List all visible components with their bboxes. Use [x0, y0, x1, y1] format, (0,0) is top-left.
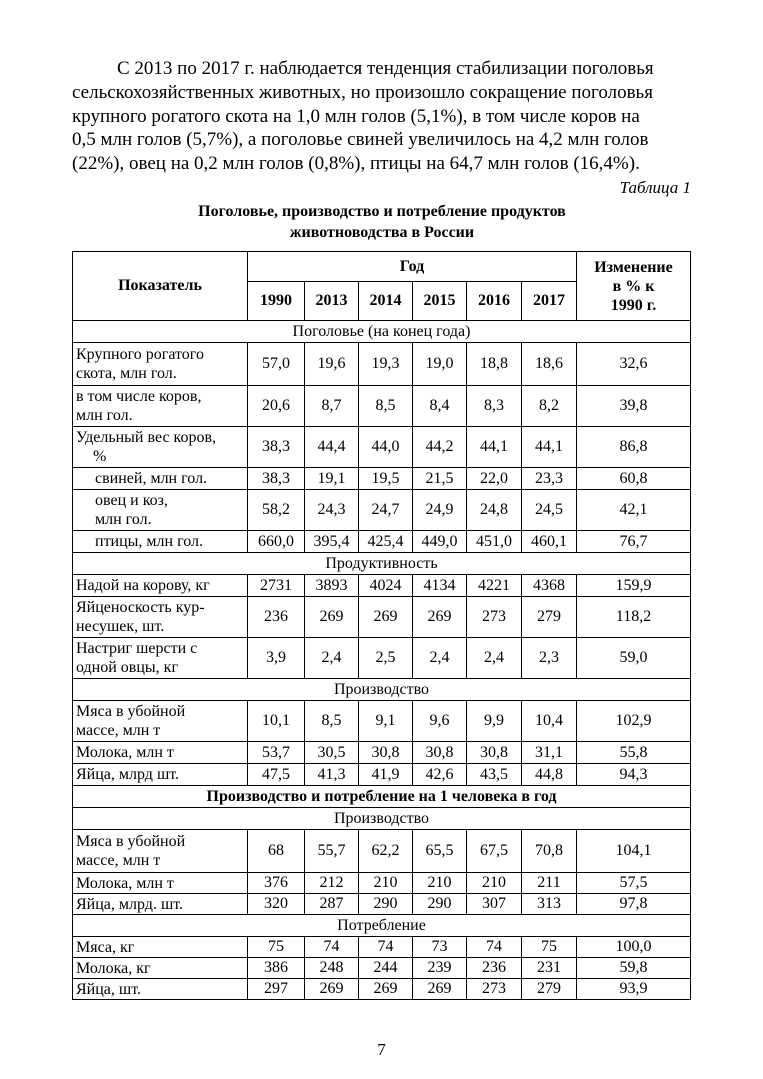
value-cell: 19,3: [359, 343, 413, 386]
value-cell: 47,5: [248, 764, 305, 786]
row-label-line: Молока, млн т: [76, 744, 174, 761]
value-cell: 23,3: [522, 468, 577, 490]
value-cell: 65,5: [413, 830, 467, 873]
value-cell: 24,9: [413, 490, 467, 531]
section-row: [73, 553, 691, 575]
value-cell: 55,7: [305, 830, 359, 873]
row-label-line: Крупного рогатого: [76, 346, 204, 363]
value-cell: 18,6: [522, 343, 577, 386]
value-cell: 279: [522, 979, 577, 1000]
paragraph-line: С 2013 по 2017 г. наблюдается тенденция стабилизации поголовья: [117, 58, 654, 79]
section-title: Потребление: [73, 915, 691, 937]
row-label-line: массе, млн т: [76, 852, 161, 869]
paragraph-line: крупного рогатого скота на 1,0 млн голов (5,1%), в том числе коров на: [72, 105, 640, 127]
row-label-line: скота, млн гол.: [76, 365, 177, 382]
value-cell: 248: [305, 958, 359, 979]
value-cell: 53,7: [248, 742, 305, 764]
row-label: [73, 427, 248, 468]
value-cell: 74: [359, 937, 413, 958]
change-cell: 86,8: [577, 427, 691, 468]
value-cell: 4134: [413, 575, 467, 597]
value-cell: 31,1: [522, 742, 577, 764]
value-cell: 269: [359, 597, 413, 638]
value-cell: 236: [467, 958, 522, 979]
value-cell: 4221: [467, 575, 522, 597]
row-label-line: одной овцы, кг: [76, 659, 179, 676]
value-cell: 62,2: [359, 830, 413, 873]
row-label-line: свиней, млн гол.: [95, 470, 208, 487]
value-cell: 2,4: [413, 638, 467, 679]
table-number: Таблица 1: [619, 178, 691, 197]
change-cell: 59,0: [577, 638, 691, 679]
value-cell: 449,0: [413, 531, 467, 553]
row-label: [73, 386, 248, 427]
paragraph-line: сельскохозяйственных животных, но произошло сокращение поголовья: [72, 81, 653, 103]
value-cell: 24,3: [305, 490, 359, 531]
row-label-line: млн гол.: [95, 511, 152, 528]
value-cell: 20,6: [248, 386, 305, 427]
value-cell: 210: [359, 873, 413, 894]
row-label-line: овец и коз,: [95, 492, 168, 509]
value-cell: 30,8: [359, 742, 413, 764]
value-cell: 4368: [522, 575, 577, 597]
row-label-line: птицы, млн гол.: [95, 533, 204, 550]
value-cell: 660,0: [248, 531, 305, 553]
value-cell: 273: [467, 597, 522, 638]
value-cell: 2,3: [522, 638, 577, 679]
row-label-line: Мяса, кг: [76, 938, 135, 956]
header-year-cell: 2015: [413, 282, 467, 321]
row-label: [73, 873, 248, 894]
row-label: [73, 937, 248, 958]
value-cell: 451,0: [467, 531, 522, 553]
table-row: [73, 830, 691, 873]
value-cell: 460,1: [522, 531, 577, 553]
table-row: [73, 894, 691, 915]
paragraph-line: (22%), овец на 0,2 млн голов (0,8%), птицы на 64,7 млн голов (16,4%).: [72, 153, 640, 175]
change-cell: 94,3: [577, 764, 691, 786]
value-cell: 269: [359, 979, 413, 1000]
row-label-line: Молока, кг: [76, 959, 151, 977]
row-label-line: Надой на корову, кг: [76, 577, 210, 594]
value-cell: 43,5: [467, 764, 522, 786]
header-change-line: в % к: [612, 277, 655, 295]
value-cell: 269: [305, 597, 359, 638]
row-label-line: массе, млн т: [76, 722, 161, 739]
change-cell: 100,0: [577, 937, 691, 958]
value-cell: 287: [305, 894, 359, 915]
value-cell: 211: [522, 873, 577, 894]
value-cell: 376: [248, 873, 305, 894]
value-cell: 19,1: [305, 468, 359, 490]
header-year-cell: 2013: [305, 282, 359, 321]
change-cell: 104,1: [577, 830, 691, 873]
row-label: [73, 764, 248, 786]
value-cell: 3,9: [248, 638, 305, 679]
table-row: [73, 764, 691, 786]
value-cell: 58,2: [248, 490, 305, 531]
table-row: [73, 873, 691, 894]
value-cell: 67,5: [467, 830, 522, 873]
row-label-line: Яйценоскость кур-: [76, 599, 205, 616]
change-cell: 57,5: [577, 873, 691, 894]
value-cell: 8,7: [305, 386, 359, 427]
header-change: [577, 252, 691, 321]
section-row: [73, 679, 691, 701]
section-title: Продуктивность: [73, 553, 691, 575]
value-cell: 269: [413, 979, 467, 1000]
row-label-line: Настриг шерсти с: [76, 640, 198, 657]
value-cell: 44,1: [467, 427, 522, 468]
table-row: [73, 597, 691, 638]
value-cell: 8,5: [359, 386, 413, 427]
value-cell: 44,4: [305, 427, 359, 468]
row-label-line: Удельный вес коров,: [76, 429, 217, 446]
value-cell: 10,4: [522, 701, 577, 742]
row-label: [73, 830, 248, 873]
change-cell: 118,2: [577, 597, 691, 638]
value-cell: 290: [413, 894, 467, 915]
value-cell: 42,6: [413, 764, 467, 786]
value-cell: 2,4: [305, 638, 359, 679]
value-cell: 41,9: [359, 764, 413, 786]
value-cell: 9,6: [413, 701, 467, 742]
value-cell: 231: [522, 958, 577, 979]
header-indicator: Показатель: [73, 252, 248, 321]
value-cell: 68: [248, 830, 305, 873]
value-cell: 9,1: [359, 701, 413, 742]
value-cell: 212: [305, 873, 359, 894]
row-label-line: Молока, млн т: [76, 874, 174, 892]
value-cell: 57,0: [248, 343, 305, 386]
value-cell: 2,4: [467, 638, 522, 679]
row-label: [73, 701, 248, 742]
row-label-line: Яйца, млрд шт.: [76, 766, 180, 783]
section-title: Производство и потребление на 1 человека в год: [73, 786, 691, 808]
row-label: [73, 742, 248, 764]
table-row: [73, 468, 691, 490]
header-year-cell: 2014: [359, 282, 413, 321]
header-year: Год: [248, 252, 577, 282]
intro-paragraph: [72, 57, 692, 176]
value-cell: 313: [522, 894, 577, 915]
header-change-line: 1990 г.: [610, 296, 657, 314]
value-cell: 273: [467, 979, 522, 1000]
value-cell: 74: [467, 937, 522, 958]
table-row: [73, 979, 691, 1000]
value-cell: 75: [522, 937, 577, 958]
value-cell: 24,5: [522, 490, 577, 531]
value-cell: 290: [359, 894, 413, 915]
table-row: [73, 575, 691, 597]
section-row: [73, 808, 691, 830]
value-cell: 44,1: [522, 427, 577, 468]
value-cell: 19,5: [359, 468, 413, 490]
row-label: [73, 343, 248, 386]
table-row: [73, 638, 691, 679]
value-cell: 41,3: [305, 764, 359, 786]
row-label-line: Мяса в убойной: [76, 833, 186, 850]
header-year-cell: 2017: [522, 282, 577, 321]
value-cell: 30,8: [413, 742, 467, 764]
header-change-line: Изменение: [594, 258, 673, 276]
value-cell: 297: [248, 979, 305, 1000]
row-label: [73, 468, 248, 490]
value-cell: 395,4: [305, 531, 359, 553]
livestock-table: [72, 251, 691, 1000]
value-cell: 9,9: [467, 701, 522, 742]
table-row: [73, 937, 691, 958]
table-row: [73, 490, 691, 531]
page-number: 7: [377, 1040, 386, 1059]
value-cell: 75: [248, 937, 305, 958]
value-cell: 19,6: [305, 343, 359, 386]
value-cell: 244: [359, 958, 413, 979]
value-cell: 210: [413, 873, 467, 894]
value-cell: 30,5: [305, 742, 359, 764]
change-cell: 102,9: [577, 701, 691, 742]
change-cell: 55,8: [577, 742, 691, 764]
value-cell: 4024: [359, 575, 413, 597]
value-cell: 239: [413, 958, 467, 979]
value-cell: 210: [467, 873, 522, 894]
row-label: [73, 575, 248, 597]
header-year-cell: 1990: [248, 282, 305, 321]
value-cell: 279: [522, 597, 577, 638]
row-label-line: Мяса в убойной: [76, 703, 186, 720]
row-label: [73, 638, 248, 679]
value-cell: 320: [248, 894, 305, 915]
table-row: [73, 742, 691, 764]
row-label-line: несушек, шт.: [76, 618, 165, 635]
value-cell: 269: [413, 597, 467, 638]
row-label-line: %: [93, 448, 107, 465]
row-label: [73, 490, 248, 531]
table-row: [73, 427, 691, 468]
table-row: [73, 958, 691, 979]
row-label-line: Яйца, шт.: [76, 980, 142, 998]
table-row: [73, 386, 691, 427]
value-cell: 18,8: [467, 343, 522, 386]
change-cell: 76,7: [577, 531, 691, 553]
section-title: Поголовье (на конец года): [73, 321, 691, 343]
value-cell: 2731: [248, 575, 305, 597]
value-cell: 10,1: [248, 701, 305, 742]
value-cell: 73: [413, 937, 467, 958]
change-cell: 32,6: [577, 343, 691, 386]
change-cell: 159,9: [577, 575, 691, 597]
row-label: [73, 979, 248, 1000]
change-cell: 97,8: [577, 894, 691, 915]
value-cell: 8,4: [413, 386, 467, 427]
value-cell: 8,3: [467, 386, 522, 427]
row-label: [73, 531, 248, 553]
value-cell: 236: [248, 597, 305, 638]
value-cell: 386: [248, 958, 305, 979]
value-cell: 3893: [305, 575, 359, 597]
table-row: [73, 343, 691, 386]
section-row: [73, 786, 691, 808]
row-label: [73, 597, 248, 638]
value-cell: 19,0: [413, 343, 467, 386]
value-cell: 24,7: [359, 490, 413, 531]
table-title: [72, 201, 692, 243]
section-title: Производство: [73, 808, 691, 830]
value-cell: 8,2: [522, 386, 577, 427]
value-cell: 74: [305, 937, 359, 958]
value-cell: 425,4: [359, 531, 413, 553]
value-cell: 38,3: [248, 468, 305, 490]
change-cell: 59,8: [577, 958, 691, 979]
value-cell: 38,3: [248, 427, 305, 468]
section-row: [73, 321, 691, 343]
value-cell: 24,8: [467, 490, 522, 531]
value-cell: 21,5: [413, 468, 467, 490]
value-cell: 44,0: [359, 427, 413, 468]
section-row: [73, 915, 691, 937]
change-cell: 93,9: [577, 979, 691, 1000]
table-row: [73, 701, 691, 742]
row-label-line: в том числе коров,: [76, 388, 202, 405]
paragraph-line: 0,5 млн голов (5,7%), а поголовье свиней увеличилось на 4,2 млн голов: [72, 129, 649, 151]
change-cell: 39,8: [577, 386, 691, 427]
value-cell: 2,5: [359, 638, 413, 679]
row-label-line: млн гол.: [76, 407, 133, 424]
table-title-line: животноводства в России: [289, 224, 475, 241]
header-year-cell: 2016: [467, 282, 522, 321]
row-label: [73, 894, 248, 915]
value-cell: 30,8: [467, 742, 522, 764]
section-title: Производство: [73, 679, 691, 701]
change-cell: 60,8: [577, 468, 691, 490]
row-label: [73, 958, 248, 979]
table-title-line: Поголовье, производство и потребление продуктов: [198, 203, 566, 220]
value-cell: 44,2: [413, 427, 467, 468]
row-label-line: Яйца, млрд. шт.: [76, 895, 184, 913]
change-cell: 42,1: [577, 490, 691, 531]
value-cell: 269: [305, 979, 359, 1000]
value-cell: 307: [467, 894, 522, 915]
value-cell: 70,8: [522, 830, 577, 873]
value-cell: 22,0: [467, 468, 522, 490]
value-cell: 44,8: [522, 764, 577, 786]
value-cell: 8,5: [305, 701, 359, 742]
table-row: [73, 531, 691, 553]
